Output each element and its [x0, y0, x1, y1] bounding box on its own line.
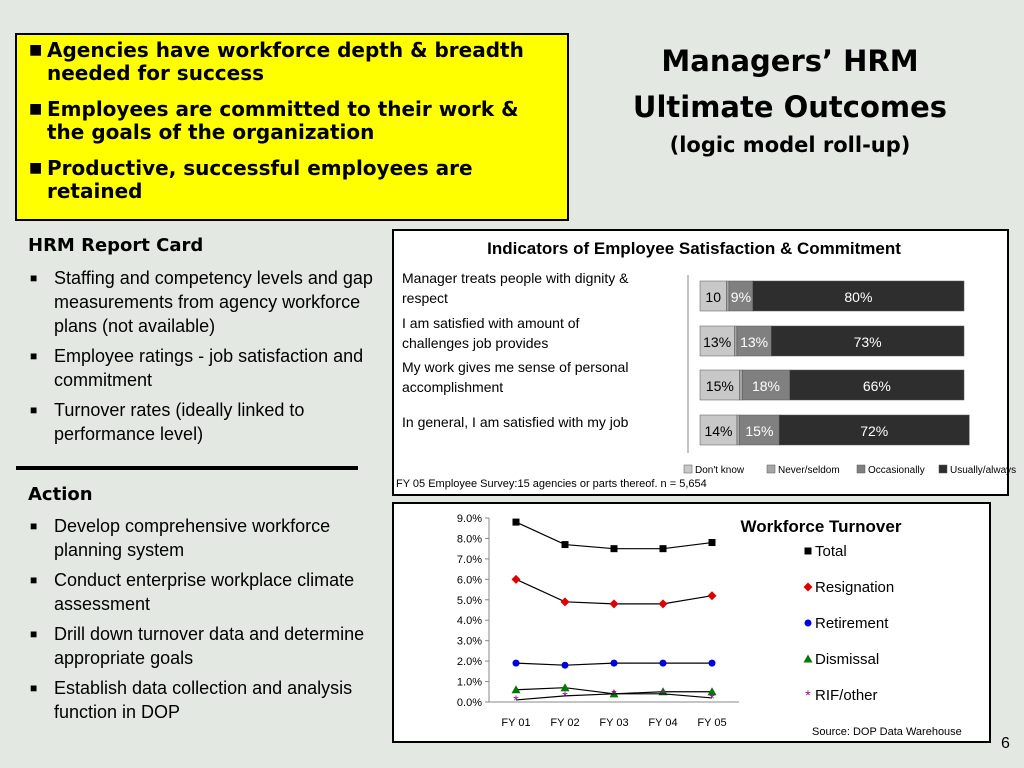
action-text: Establish data collection and analysis function in DOP: [54, 678, 353, 722]
outcome-item: [29, 39, 557, 85]
outcome-text: Employees are committed to their work & the goals of the organization: [47, 97, 519, 144]
chart-title: Workforce Turnover: [740, 517, 902, 536]
data-point: [805, 548, 812, 555]
legend-swatch: [767, 465, 775, 473]
series-line: [516, 522, 712, 549]
action-text: Conduct enterprise workplace climate assessment: [54, 570, 355, 614]
category-label-line: My work gives me sense of personal: [402, 359, 629, 375]
data-label: 13%: [740, 334, 769, 350]
bullet-icon: ■: [30, 403, 38, 417]
legend-swatch: [857, 465, 865, 473]
turnover-chart: [394, 504, 989, 741]
x-tick-label: FY 03: [599, 717, 629, 729]
y-tick-label: 4.0%: [456, 615, 482, 628]
legend-label: Dismissal: [815, 651, 880, 668]
data-point: [804, 583, 813, 592]
data-label: 10: [705, 289, 721, 305]
category-label-line: respect: [402, 290, 448, 306]
x-tick-label: FY 01: [501, 717, 531, 729]
bullet-icon: ■: [29, 101, 43, 117]
data-point: [512, 575, 521, 584]
satisfaction-chart-panel: [392, 229, 1017, 496]
report-card-item: [28, 266, 378, 338]
bar-segment: [726, 281, 729, 311]
action-text: Develop comprehensive workforce planning system: [54, 516, 331, 560]
data-point: [513, 519, 520, 526]
bullet-icon: ■: [29, 160, 43, 176]
data-label: 15%: [745, 423, 774, 439]
data-point: [561, 597, 570, 606]
action-text: Drill down turnover data and determine appropriate goals: [54, 624, 365, 668]
title-line-2: Ultimate Outcomes: [632, 90, 948, 124]
y-tick-label: 5.0%: [456, 594, 482, 607]
y-tick-label: 9.0%: [456, 513, 482, 525]
bullet-icon: ■: [30, 681, 38, 695]
section-divider: [16, 466, 358, 470]
data-point: [804, 655, 813, 663]
legend-swatch: [939, 465, 947, 473]
outcomes-list: [29, 39, 557, 203]
category-label: [402, 359, 628, 395]
data-point: *: [805, 687, 811, 703]
bar-segment: [737, 415, 740, 445]
chart-title: Indicators of Employee Satisfaction & Commitment: [487, 239, 901, 258]
legend-label: Resignation: [815, 579, 895, 596]
legend-label: Total: [815, 543, 847, 560]
data-point: [611, 545, 618, 552]
data-point: [611, 660, 618, 667]
category-label-line: Manager treats people with dignity &: [402, 270, 629, 286]
bar-segment: [734, 326, 737, 356]
report-card-item: [28, 398, 378, 446]
data-point: [709, 539, 716, 546]
report-card-heading: HRM Report Card: [28, 235, 204, 256]
turnover-chart-panel: [392, 502, 991, 743]
data-point: [610, 599, 619, 608]
page-number: 6: [1001, 735, 1010, 752]
data-label: 73%: [853, 334, 882, 350]
legend-label: Occasionally: [868, 465, 925, 476]
data-point: [708, 591, 717, 600]
data-point: [709, 660, 716, 667]
bullet-icon: ■: [30, 573, 38, 587]
data-point: [805, 620, 812, 627]
title-subtitle: (logic model roll-up): [669, 133, 911, 157]
data-label: 13%: [703, 334, 732, 350]
bar-segment: [740, 370, 743, 400]
category-label: [402, 270, 629, 306]
data-point: [562, 541, 569, 548]
data-point: [659, 599, 668, 608]
report-card-list: [28, 266, 378, 452]
legend-label: RIF/other: [815, 687, 878, 704]
report-card-text: Staffing and competency levels and gap measurements from agency workforce plans (not available): [54, 268, 373, 336]
report-card-text: Turnover rates (ideally linked to performance level): [54, 400, 305, 444]
y-tick-label: 8.0%: [456, 533, 482, 546]
legend-label: Don't know: [695, 465, 745, 476]
data-point: *: [611, 685, 617, 702]
data-point: [660, 545, 667, 552]
x-tick-label: FY 05: [697, 717, 727, 729]
category-label-line: challenges job provides: [402, 335, 549, 351]
y-tick-label: 7.0%: [456, 553, 482, 566]
title-line-1: Managers’ HRM: [661, 44, 919, 78]
outcome-text: Agencies have workforce depth & breadth needed for success: [47, 38, 524, 85]
action-list: [28, 514, 378, 730]
bullet-icon: ■: [30, 349, 38, 363]
outcome-item: [29, 157, 557, 203]
category-label-line: accomplishment: [402, 379, 504, 395]
bullet-icon: ■: [29, 42, 43, 58]
data-label: 66%: [862, 378, 891, 394]
bullet-icon: ■: [30, 271, 38, 285]
y-tick-label: 3.0%: [456, 635, 482, 648]
data-label: 80%: [844, 289, 873, 305]
category-label-line: In general, I am satisfied with my job: [402, 414, 629, 430]
bullet-icon: ■: [30, 627, 38, 641]
page-title: [590, 38, 990, 160]
bullet-icon: ■: [30, 519, 38, 533]
data-point: *: [562, 687, 568, 704]
x-tick-label: FY 04: [648, 717, 678, 729]
action-item: [28, 514, 378, 562]
action-heading: Action: [28, 484, 93, 505]
data-label: 9%: [730, 289, 752, 305]
chart-source: Source: DOP Data Warehouse: [812, 726, 962, 738]
outcomes-box: [15, 33, 569, 221]
data-point: *: [660, 685, 666, 702]
chart-footnote: FY 05 Employee Survey:15 agencies or parts thereof. n = 5,654: [396, 478, 707, 490]
data-point: [513, 660, 520, 667]
legend-swatch: [684, 465, 692, 473]
data-point: [562, 662, 569, 669]
category-label: [402, 315, 580, 351]
report-card-text: Employee ratings - job satisfaction and commitment: [54, 346, 364, 390]
legend-label: Never/seldom: [778, 465, 840, 476]
y-tick-label: 2.0%: [456, 656, 482, 669]
y-tick-label: 1.0%: [456, 676, 482, 689]
category-label: [402, 414, 629, 430]
y-tick-label: 0.0%: [456, 697, 482, 709]
action-item: [28, 676, 378, 724]
data-label: 15%: [705, 378, 734, 394]
legend-label: Usually/always: [950, 465, 1017, 476]
satisfaction-chart: [394, 231, 1017, 494]
x-tick-label: FY 02: [550, 717, 580, 729]
outcome-item: [29, 98, 557, 144]
data-label: 72%: [860, 423, 889, 439]
data-point: *: [709, 689, 715, 706]
y-tick-label: 6.0%: [456, 574, 482, 587]
legend-label: Retirement: [815, 615, 889, 632]
category-label-line: I am satisfied with amount of: [402, 315, 580, 331]
outcome-text: Productive, successful employees are retained: [47, 156, 473, 203]
data-point: *: [513, 691, 519, 708]
data-label: 18%: [751, 378, 781, 394]
report-card-item: [28, 344, 378, 392]
action-item: [28, 568, 378, 616]
action-item: [28, 622, 378, 670]
data-point: [660, 660, 667, 667]
data-label: 14%: [704, 423, 733, 439]
